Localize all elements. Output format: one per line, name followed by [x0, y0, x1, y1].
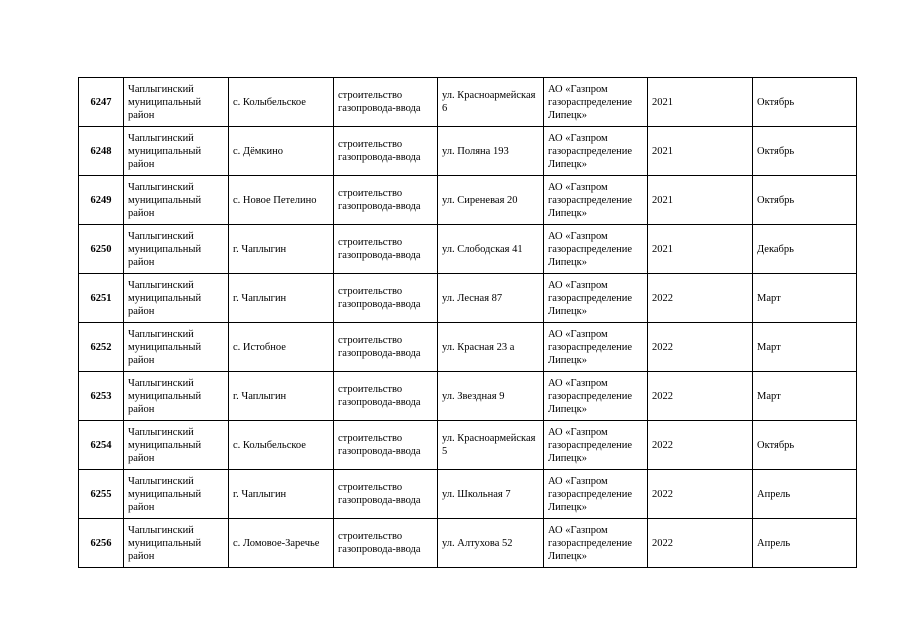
month-cell: Октябрь	[753, 127, 857, 176]
organization-cell: АО «Газпром газораспределение Липецк»	[544, 519, 648, 568]
row-number: 6248	[79, 127, 124, 176]
district-cell: Чаплыгинский муниципальный район	[124, 127, 229, 176]
settlement-cell: г. Чаплыгин	[229, 470, 334, 519]
table-row	[79, 127, 857, 176]
organization-cell: АО «Газпром газораспределение Липецк»	[544, 372, 648, 421]
settlement-cell: с. Дёмкино	[229, 127, 334, 176]
address-cell: ул. Слободская 41	[438, 225, 544, 274]
table-row	[79, 274, 857, 323]
address-cell: ул. Красноармейская 5	[438, 421, 544, 470]
district-cell: Чаплыгинский муниципальный район	[124, 519, 229, 568]
organization-cell: АО «Газпром газораспределение Липецк»	[544, 127, 648, 176]
row-number: 6256	[79, 519, 124, 568]
address-cell: ул. Школьная 7	[438, 470, 544, 519]
district-cell: Чаплыгинский муниципальный район	[124, 78, 229, 127]
settlement-cell: с. Истобное	[229, 323, 334, 372]
year-cell: 2021	[648, 78, 753, 127]
address-cell: ул. Звездная 9	[438, 372, 544, 421]
year-cell: 2022	[648, 372, 753, 421]
district-cell: Чаплыгинский муниципальный район	[124, 470, 229, 519]
table-body	[79, 78, 857, 568]
district-cell: Чаплыгинский муниципальный район	[124, 372, 229, 421]
month-cell: Апрель	[753, 470, 857, 519]
address-cell: ул. Красноармейская 6	[438, 78, 544, 127]
work-type-cell: строительство газопровода-ввода	[334, 78, 438, 127]
year-cell: 2021	[648, 176, 753, 225]
settlement-cell: с. Ломовое-Заречье	[229, 519, 334, 568]
row-number: 6250	[79, 225, 124, 274]
work-type-cell: строительство газопровода-ввода	[334, 421, 438, 470]
organization-cell: АО «Газпром газораспределение Липецк»	[544, 470, 648, 519]
table-row	[79, 421, 857, 470]
organization-cell: АО «Газпром газораспределение Липецк»	[544, 274, 648, 323]
settlement-cell: с. Колыбельское	[229, 421, 334, 470]
gas-connection-table	[78, 77, 857, 568]
row-number: 6252	[79, 323, 124, 372]
settlement-cell: г. Чаплыгин	[229, 225, 334, 274]
row-number: 6249	[79, 176, 124, 225]
address-cell: ул. Красная 23 а	[438, 323, 544, 372]
year-cell: 2022	[648, 519, 753, 568]
month-cell: Октябрь	[753, 421, 857, 470]
address-cell: ул. Сиреневая 20	[438, 176, 544, 225]
table-row	[79, 470, 857, 519]
month-cell: Октябрь	[753, 176, 857, 225]
month-cell: Апрель	[753, 519, 857, 568]
row-number: 6251	[79, 274, 124, 323]
work-type-cell: строительство газопровода-ввода	[334, 176, 438, 225]
year-cell: 2022	[648, 470, 753, 519]
month-cell: Декабрь	[753, 225, 857, 274]
table-row	[79, 323, 857, 372]
table-row	[79, 225, 857, 274]
address-cell: ул. Алтухова 52	[438, 519, 544, 568]
work-type-cell: строительство газопровода-ввода	[334, 127, 438, 176]
district-cell: Чаплыгинский муниципальный район	[124, 225, 229, 274]
table-row	[79, 176, 857, 225]
row-number: 6254	[79, 421, 124, 470]
work-type-cell: строительство газопровода-ввода	[334, 323, 438, 372]
district-cell: Чаплыгинский муниципальный район	[124, 274, 229, 323]
settlement-cell: г. Чаплыгин	[229, 372, 334, 421]
table-row	[79, 78, 857, 127]
settlement-cell: с. Новое Петелино	[229, 176, 334, 225]
organization-cell: АО «Газпром газораспределение Липецк»	[544, 78, 648, 127]
work-type-cell: строительство газопровода-ввода	[334, 372, 438, 421]
month-cell: Март	[753, 274, 857, 323]
year-cell: 2022	[648, 421, 753, 470]
year-cell: 2021	[648, 127, 753, 176]
month-cell: Март	[753, 372, 857, 421]
row-number: 6255	[79, 470, 124, 519]
month-cell: Октябрь	[753, 78, 857, 127]
district-cell: Чаплыгинский муниципальный район	[124, 421, 229, 470]
month-cell: Март	[753, 323, 857, 372]
district-cell: Чаплыгинский муниципальный район	[124, 323, 229, 372]
settlement-cell: с. Колыбельское	[229, 78, 334, 127]
table-row	[79, 519, 857, 568]
work-type-cell: строительство газопровода-ввода	[334, 225, 438, 274]
organization-cell: АО «Газпром газораспределение Липецк»	[544, 421, 648, 470]
year-cell: 2022	[648, 323, 753, 372]
organization-cell: АО «Газпром газораспределение Липецк»	[544, 176, 648, 225]
address-cell: ул. Лесная 87	[438, 274, 544, 323]
settlement-cell: г. Чаплыгин	[229, 274, 334, 323]
row-number: 6247	[79, 78, 124, 127]
work-type-cell: строительство газопровода-ввода	[334, 519, 438, 568]
table-row	[79, 372, 857, 421]
work-type-cell: строительство газопровода-ввода	[334, 470, 438, 519]
organization-cell: АО «Газпром газораспределение Липецк»	[544, 323, 648, 372]
year-cell: 2021	[648, 225, 753, 274]
address-cell: ул. Поляна 193	[438, 127, 544, 176]
year-cell: 2022	[648, 274, 753, 323]
row-number: 6253	[79, 372, 124, 421]
organization-cell: АО «Газпром газораспределение Липецк»	[544, 225, 648, 274]
work-type-cell: строительство газопровода-ввода	[334, 274, 438, 323]
district-cell: Чаплыгинский муниципальный район	[124, 176, 229, 225]
